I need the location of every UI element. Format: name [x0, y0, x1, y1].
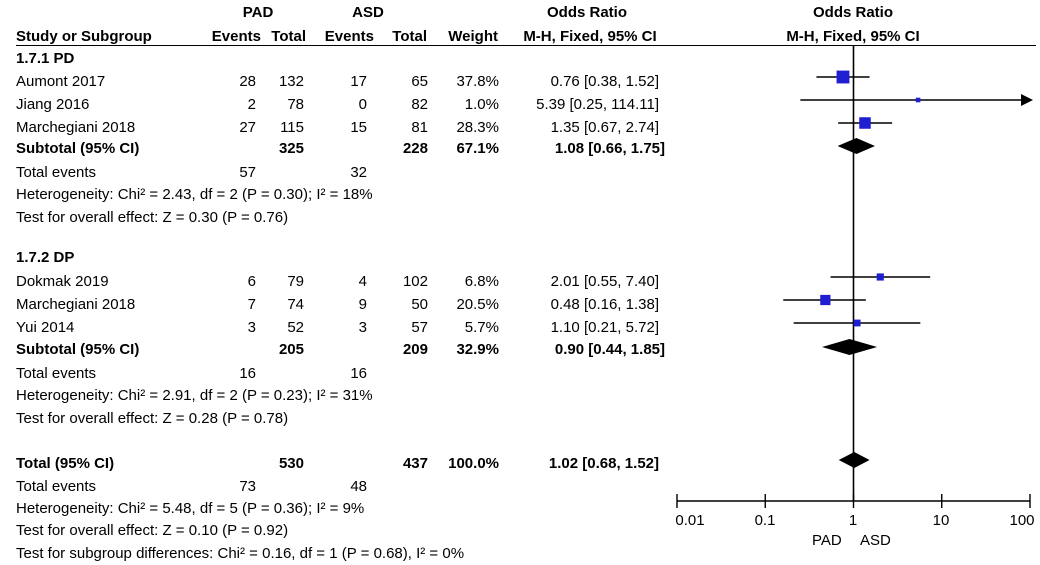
- odds-ratio-right-header: Odds Ratio: [812, 4, 893, 21]
- subtotal-diamond: [822, 339, 877, 355]
- axis-tick-label: 100: [1009, 512, 1035, 529]
- heterogeneity-text: Heterogeneity: Chi² = 2.43, df = 2 (P = 0.30); I² = 18%: [16, 186, 373, 203]
- subtotal-ci: 1.08 [0.66, 1.75]: [554, 140, 665, 157]
- subtotal-total1: 205: [278, 341, 304, 358]
- events2-value: 15: [350, 119, 367, 136]
- study-name: Marchegiani 2018: [16, 296, 136, 313]
- ci-value: 0.76 [0.38, 1.52]: [550, 73, 659, 90]
- odds-ratio-left-header: Odds Ratio: [546, 4, 627, 21]
- events1-value: 6: [247, 273, 256, 290]
- total-total2: 437: [402, 455, 428, 472]
- study-marker: [916, 98, 921, 103]
- study-marker: [854, 320, 861, 327]
- events1-value: 28: [239, 73, 256, 90]
- total-events-label: Total events: [16, 478, 97, 495]
- study-marker: [859, 117, 871, 129]
- total-events-label: Total events: [16, 365, 97, 382]
- subtotal-diamond: [838, 138, 875, 154]
- ci-value: 2.01 [0.55, 7.40]: [550, 273, 659, 290]
- subtotal-total2: 228: [402, 140, 428, 157]
- subtotal-ci: 0.90 [0.44, 1.85]: [554, 341, 665, 358]
- weight-header: Weight: [448, 28, 498, 45]
- total-events-label: Total events: [16, 164, 97, 181]
- total-events1: 57: [239, 164, 256, 181]
- overall-effect-text: Test for overall effect: Z = 0.10 (P = 0.92): [16, 522, 289, 539]
- subtotal-label: Subtotal (95% CI): [16, 140, 140, 157]
- events2-value: 4: [358, 273, 367, 290]
- subgroup-title: 1.7.1 PD: [16, 50, 75, 67]
- weight-value: 6.8%: [464, 273, 499, 290]
- total1-value: 79: [287, 273, 304, 290]
- study-marker: [820, 295, 830, 305]
- subtotal-weight: 67.1%: [456, 140, 499, 157]
- total1-value: 78: [287, 96, 304, 113]
- subtotal-total1: 325: [278, 140, 304, 157]
- total-events2: 32: [350, 164, 367, 181]
- study-name: Jiang 2016: [16, 96, 90, 113]
- total1-value: 52: [287, 319, 304, 336]
- subgroup-differences-text: Test for subgroup differences: Chi² = 0.16, df = 1 (P = 0.68), I² = 0%: [16, 545, 465, 562]
- total-weight: 100.0%: [448, 455, 499, 472]
- events2-value: 9: [358, 296, 367, 313]
- total-events2: 48: [350, 478, 367, 495]
- total-label: Total (95% CI): [16, 455, 115, 472]
- weight-value: 20.5%: [456, 296, 499, 313]
- events1-value: 27: [239, 119, 256, 136]
- total-ci: 1.02 [0.68, 1.52]: [548, 455, 659, 472]
- total-events1: 73: [239, 478, 256, 495]
- study-name: Yui 2014: [16, 319, 75, 336]
- total1-value: 132: [278, 73, 304, 90]
- heterogeneity-text: Heterogeneity: Chi² = 5.48, df = 5 (P = 0.36); I² = 9%: [16, 500, 365, 517]
- total1-header: Total: [271, 28, 306, 45]
- group1-header: PAD: [242, 4, 274, 21]
- events1-value: 2: [247, 96, 256, 113]
- total2-value: 57: [411, 319, 428, 336]
- axis-tick-label: 1: [848, 512, 858, 529]
- total2-value: 65: [411, 73, 428, 90]
- ci-arrow-icon: [1021, 94, 1033, 106]
- weight-value: 37.8%: [456, 73, 499, 90]
- study-column-header: Study or Subgroup: [16, 28, 152, 45]
- events2-value: 3: [358, 319, 367, 336]
- method-left-header: M-H, Fixed, 95% CI: [523, 28, 657, 45]
- study-name: Marchegiani 2018: [16, 119, 136, 136]
- total2-header: Total: [392, 28, 427, 45]
- axis-tick-label: 10: [932, 512, 950, 529]
- events2-value: 0: [358, 96, 367, 113]
- weight-value: 28.3%: [456, 119, 499, 136]
- total-events2: 16: [350, 365, 367, 382]
- study-name: Dokmak 2019: [16, 273, 109, 290]
- events2-header: Events: [324, 28, 374, 45]
- study-marker: [837, 71, 850, 84]
- total-events1: 16: [239, 365, 256, 382]
- axis-tick-label: 0.01: [675, 512, 705, 529]
- events1-value: 7: [247, 296, 256, 313]
- axis-tick-label: 0.1: [754, 512, 776, 529]
- weight-value: 1.0%: [464, 96, 499, 113]
- study-name: Aumont 2017: [16, 73, 106, 90]
- ci-value: 1.35 [0.67, 2.74]: [550, 119, 659, 136]
- method-right-header: M-H, Fixed, 95% CI: [786, 28, 920, 45]
- overall-effect-text: Test for overall effect: Z = 0.30 (P = 0.76): [16, 209, 289, 226]
- total-total1: 530: [278, 455, 304, 472]
- subgroup-title: 1.7.2 DP: [16, 249, 75, 266]
- subtotal-weight: 32.9%: [456, 341, 499, 358]
- subtotal-label: Subtotal (95% CI): [16, 341, 140, 358]
- total2-value: 82: [411, 96, 428, 113]
- events1-header: Events: [211, 28, 261, 45]
- total1-value: 115: [280, 119, 304, 136]
- group2-header: ASD: [352, 4, 384, 21]
- events2-value: 17: [350, 73, 367, 90]
- total2-value: 102: [402, 273, 428, 290]
- study-marker: [877, 273, 884, 280]
- ci-value: 5.39 [0.25, 114.11]: [536, 96, 659, 113]
- events1-value: 3: [247, 319, 256, 336]
- total2-value: 81: [411, 119, 428, 136]
- total1-value: 74: [287, 296, 304, 313]
- weight-value: 5.7%: [464, 319, 499, 336]
- overall-effect-text: Test for overall effect: Z = 0.28 (P = 0.78): [16, 410, 289, 427]
- subtotal-total2: 209: [402, 341, 428, 358]
- favours-left-label: PAD: [812, 532, 842, 549]
- heterogeneity-text: Heterogeneity: Chi² = 2.91, df = 2 (P = 0.23); I² = 31%: [16, 387, 373, 404]
- ci-value: 0.48 [0.16, 1.38]: [550, 296, 659, 313]
- total-diamond: [839, 452, 870, 468]
- total2-value: 50: [411, 296, 428, 313]
- ci-value: 1.10 [0.21, 5.72]: [550, 319, 659, 336]
- favours-right-label: ASD: [860, 532, 891, 549]
